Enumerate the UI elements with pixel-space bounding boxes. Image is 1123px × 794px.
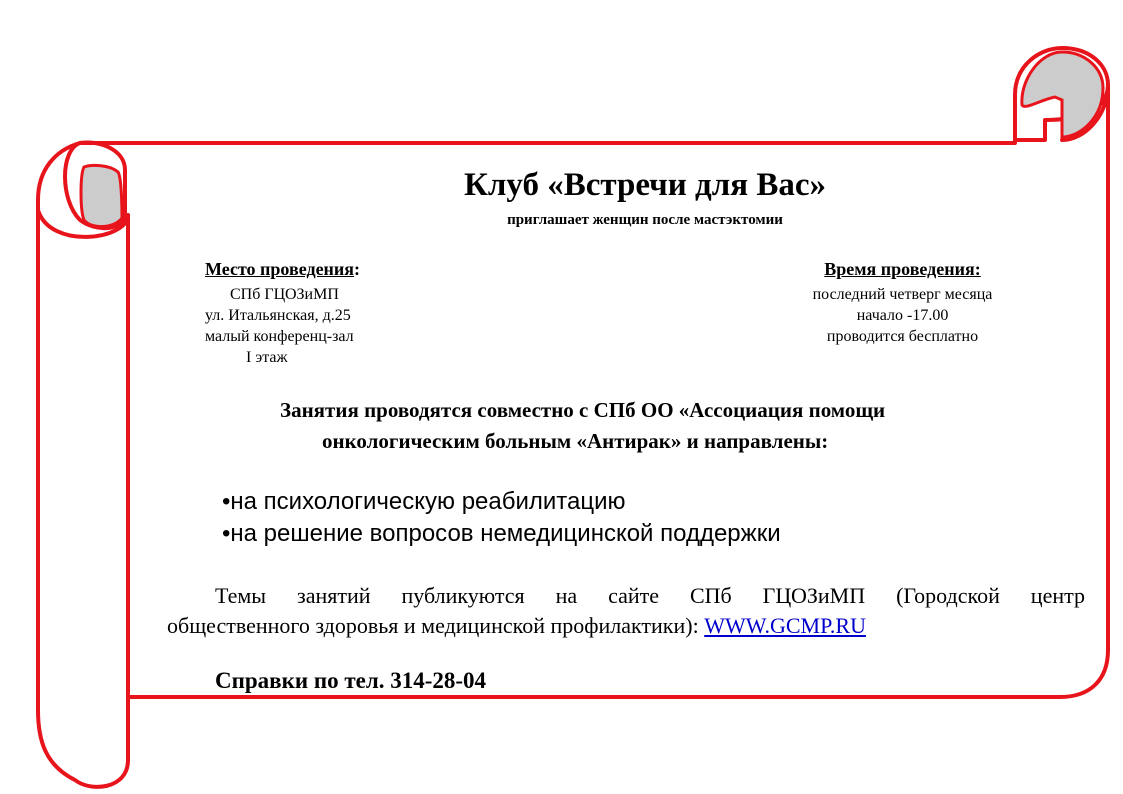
time-heading: Время проведения: <box>824 259 981 279</box>
page-subtitle: приглашает женщин после мастэктомии <box>507 212 783 228</box>
topics-paragraph <box>167 581 1085 641</box>
bullet-text: на психологическую реабилитацию <box>230 488 626 515</box>
page-title: Клуб «Встречи для Вас» <box>463 167 827 203</box>
bullet-dot: • <box>222 520 231 547</box>
left-scroll-band <box>38 210 128 697</box>
topics-line-2 <box>167 611 1085 641</box>
topics-line-1: Темы занятий публикуются на сайте СПб ГЦОЗиМП (Городской центр <box>215 583 1085 608</box>
place-line: I этаж <box>246 349 288 366</box>
place-heading-text: Место проведения <box>205 259 355 279</box>
place-line: ул. Итальянская, д.25 <box>205 307 351 324</box>
place-line: СПб ГЦОЗиМП <box>230 286 339 303</box>
place-line: малый конференц-зал <box>205 328 354 345</box>
top-roll-curl <box>1022 52 1103 137</box>
place-heading-colon: : <box>354 259 361 279</box>
bullet-item <box>222 520 781 548</box>
left-roll-curl <box>81 165 122 226</box>
joint-line-2: онкологическим больным «Антирак» и направлены: <box>322 429 829 453</box>
bullet-item <box>222 488 626 516</box>
bullet-text: на решение вопросов немедицинской поддержки <box>230 520 781 547</box>
phone-info: Справки по тел. 314-28-04 <box>215 668 487 693</box>
place-heading <box>205 259 360 280</box>
time-line: начало -17.00 <box>856 307 949 324</box>
bullet-dot: • <box>222 488 231 515</box>
website-link[interactable]: WWW.GCMP.RU <box>704 613 866 638</box>
topics-line-2-text: общественного здоровья и медицинской профилактики): <box>167 613 705 638</box>
joint-line-1: Занятия проводятся совместно с СПб ОО «Ассоциация помощи <box>280 398 886 422</box>
time-line: проводится бесплатно <box>826 328 979 345</box>
time-line: последний четверг месяца <box>812 286 993 303</box>
